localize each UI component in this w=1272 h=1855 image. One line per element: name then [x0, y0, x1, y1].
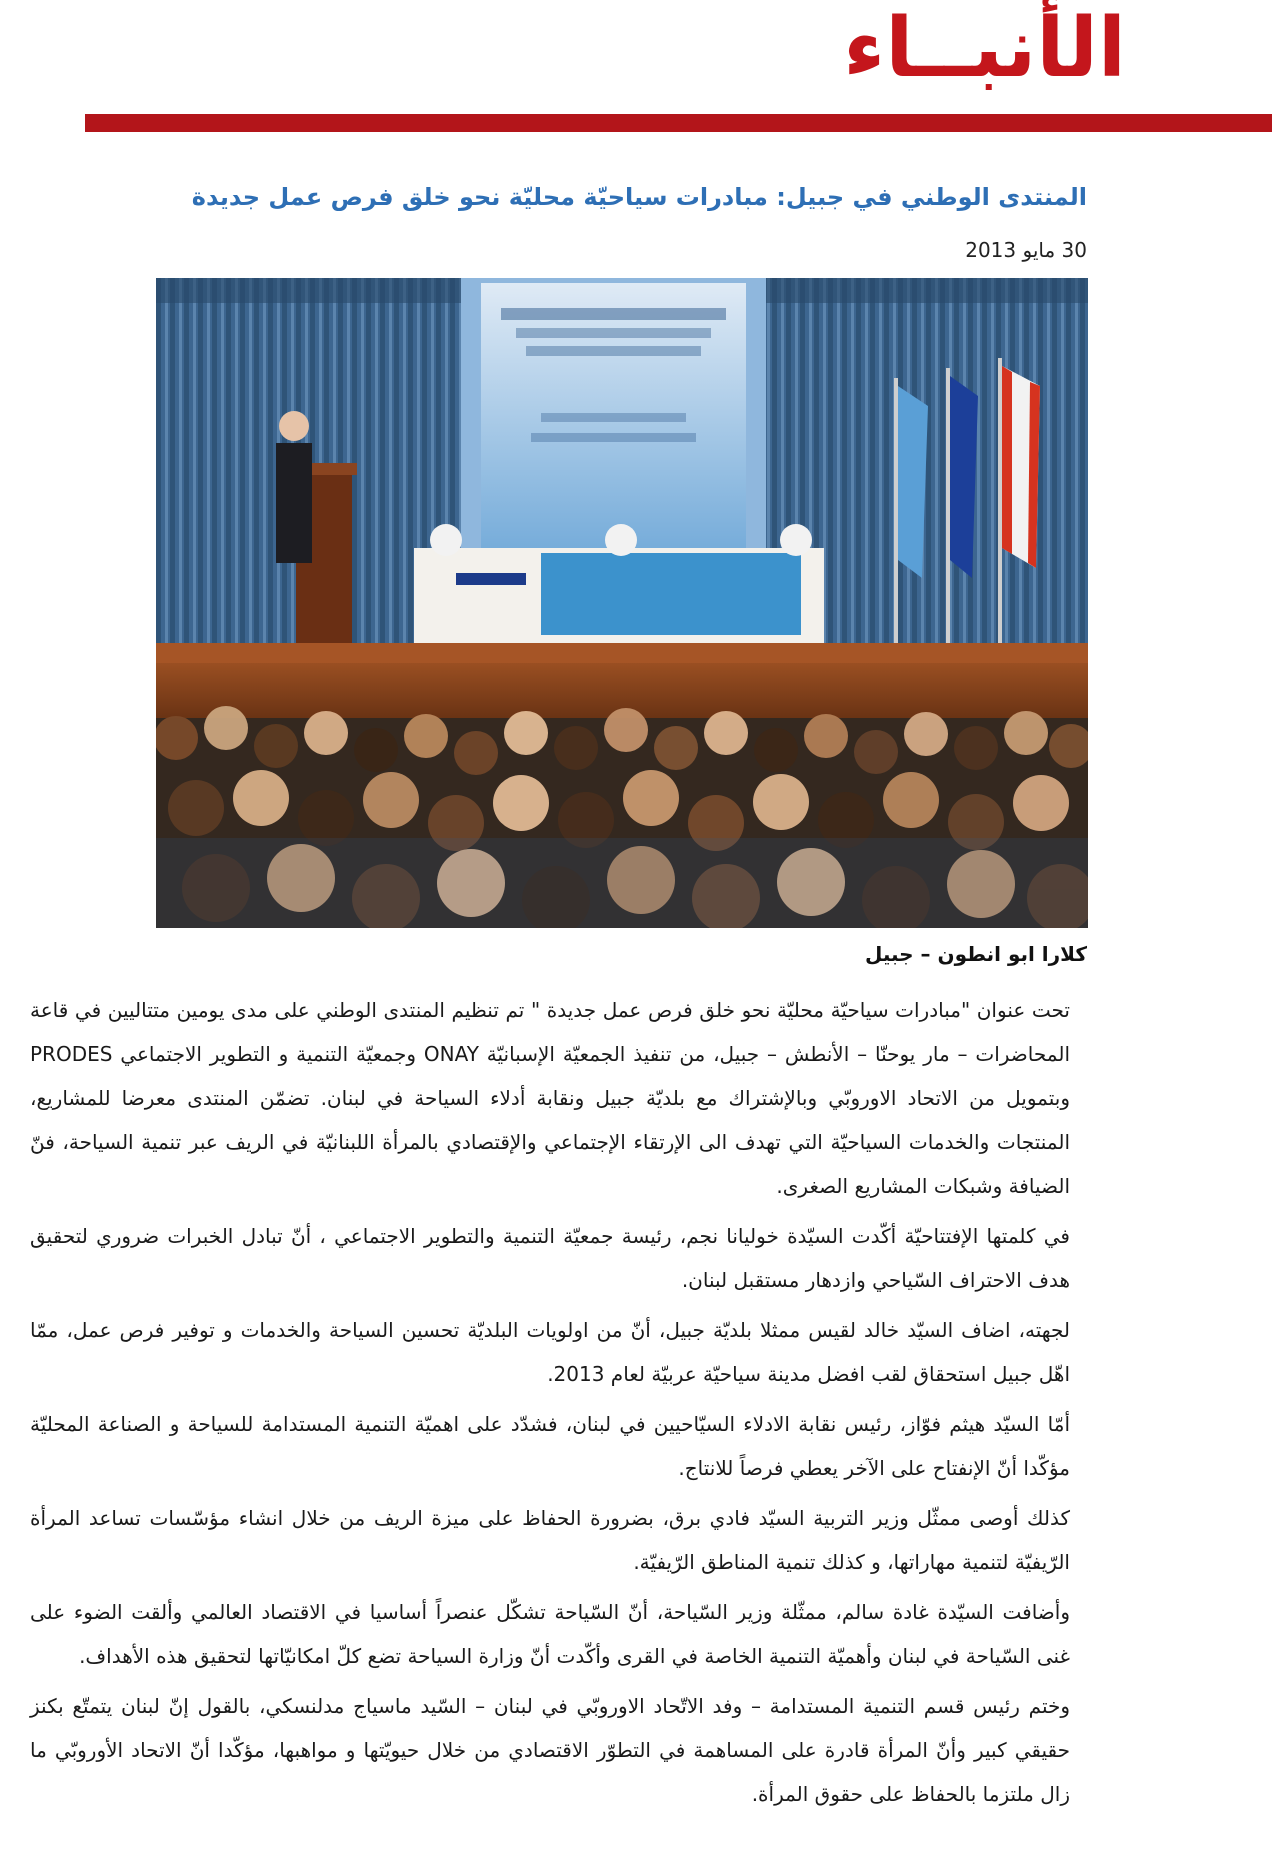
article-paragraph: كذلك أوصى ممثّل وزير التربية السيّد فادي برق، بضرورة الحفاظ على ميزة الريف من خلال انشاء مؤسّسات تساعد المرأة الرّيفيّة لتنمية مهاراتها، و كذلك تنمية المناطق الرّيفيّة. [30, 1506, 1070, 1574]
newspaper-logo[interactable]: الأنبــاء [843, 1, 1126, 96]
article-date: 30 مايو 2013 [965, 238, 1087, 262]
photo-caption: كلارا ابو انطون – جبيل [865, 942, 1087, 966]
article-paragraph: لجهته، اضاف السيّد خالد لقيس ممثلا بلديّة جبيل، أنّ من اولويات البلديّة تحسين السياحة والخدمات و توفير فرص عمل، ممّا اهّل جبيل استحقاق لقب افضل مدينة سياحيّة عربيّة لعام 2013. [30, 1318, 1070, 1386]
article-paragraph: في كلمتها الإفتتاحيّة أكّدت السيّدة خوليانا نجم، رئيسة جمعيّة التنمية والتطوير الاجتماعي ، أنّ تبادل الخبرات ضروري لتحقيق هدف الاحتراف السّياحي وازدهار مستقبل لبنان. [30, 1224, 1070, 1292]
article-paragraph: وأضافت السيّدة غادة سالم، ممثّلة وزير السّياحة، أنّ السّياحة تشكّل عنصراً أساسيا في الاقتصاد العالمي وألقت الضوء على غنى السّياحة في لبنان وأهميّة التنمية الخاصة في القرى وأكّدت أنّ وزارة السياحة تضع كلّ امكانيّاتها لتحقيق هذه الأهداف. [30, 1600, 1070, 1668]
article-body [30, 988, 1070, 1822]
article-photo [156, 278, 1088, 928]
article-paragraph: أمّا السيّد هيثم فوّاز، رئيس نقابة الادلاء السيّاحيين في لبنان، فشدّد على اهميّة التنمية المستدامة للسياحة و الصناعة المحليّة مؤكّدا أنّ الإنفتاح على الآخر يعطي فرصاً للانتاج. [30, 1412, 1070, 1480]
masthead-divider-bar [85, 114, 1272, 132]
article-paragraph: وختم رئيس قسم التنمية المستدامة – وفد الاتّحاد الاوروبّي في لبنان – السّيد ماسياج مدلنسكي، بالقول إنّ لبنان يتمتّع بكنز حقيقي كبير وأنّ المرأة قادرة على المساهمة في التطوّر الاقتصادي من خلال حيويّتها و مواهبها، مؤكّدا أنّ الاتحاد الأوروبّي ما زال ملتزما بالحفاظ على حقوق المرأة. [30, 1694, 1070, 1806]
article-paragraph: تحت عنوان "مبادرات سياحيّة محليّة نحو خلق فرص عمل جديدة " تم تنظيم المنتدى الوطني على مدى يومين متتاليين في قاعة المحاضرات – مار يوحنّا – الأنطش – جبيل، من تنفيذ الجمعيّة الإسبانيّة ONAY وجمعيّة التنمية و التطوير الاجتماعي PRODES وبتمويل من الاتحاد الاوروبّي وبالإشتراك مع بلديّة جبيل ونقابة أدلاء السياحة في لبنان. تضمّن المنتدى معرضا للمشاريع، المنتجات والخدمات السياحيّة التي تهدف الى الإرتقاء الإجتماعي والإقتصادي بالمرأة اللبنانيّة في الريف عبر تنمية السياحة، فنّ الضيافة وشبكات المشاريع الصغرى. [30, 998, 1071, 1198]
article-headline: المنتدى الوطني في جبيل: مبادرات سياحيّة محليّة نحو خلق فرص عمل جديدة [191, 183, 1087, 211]
